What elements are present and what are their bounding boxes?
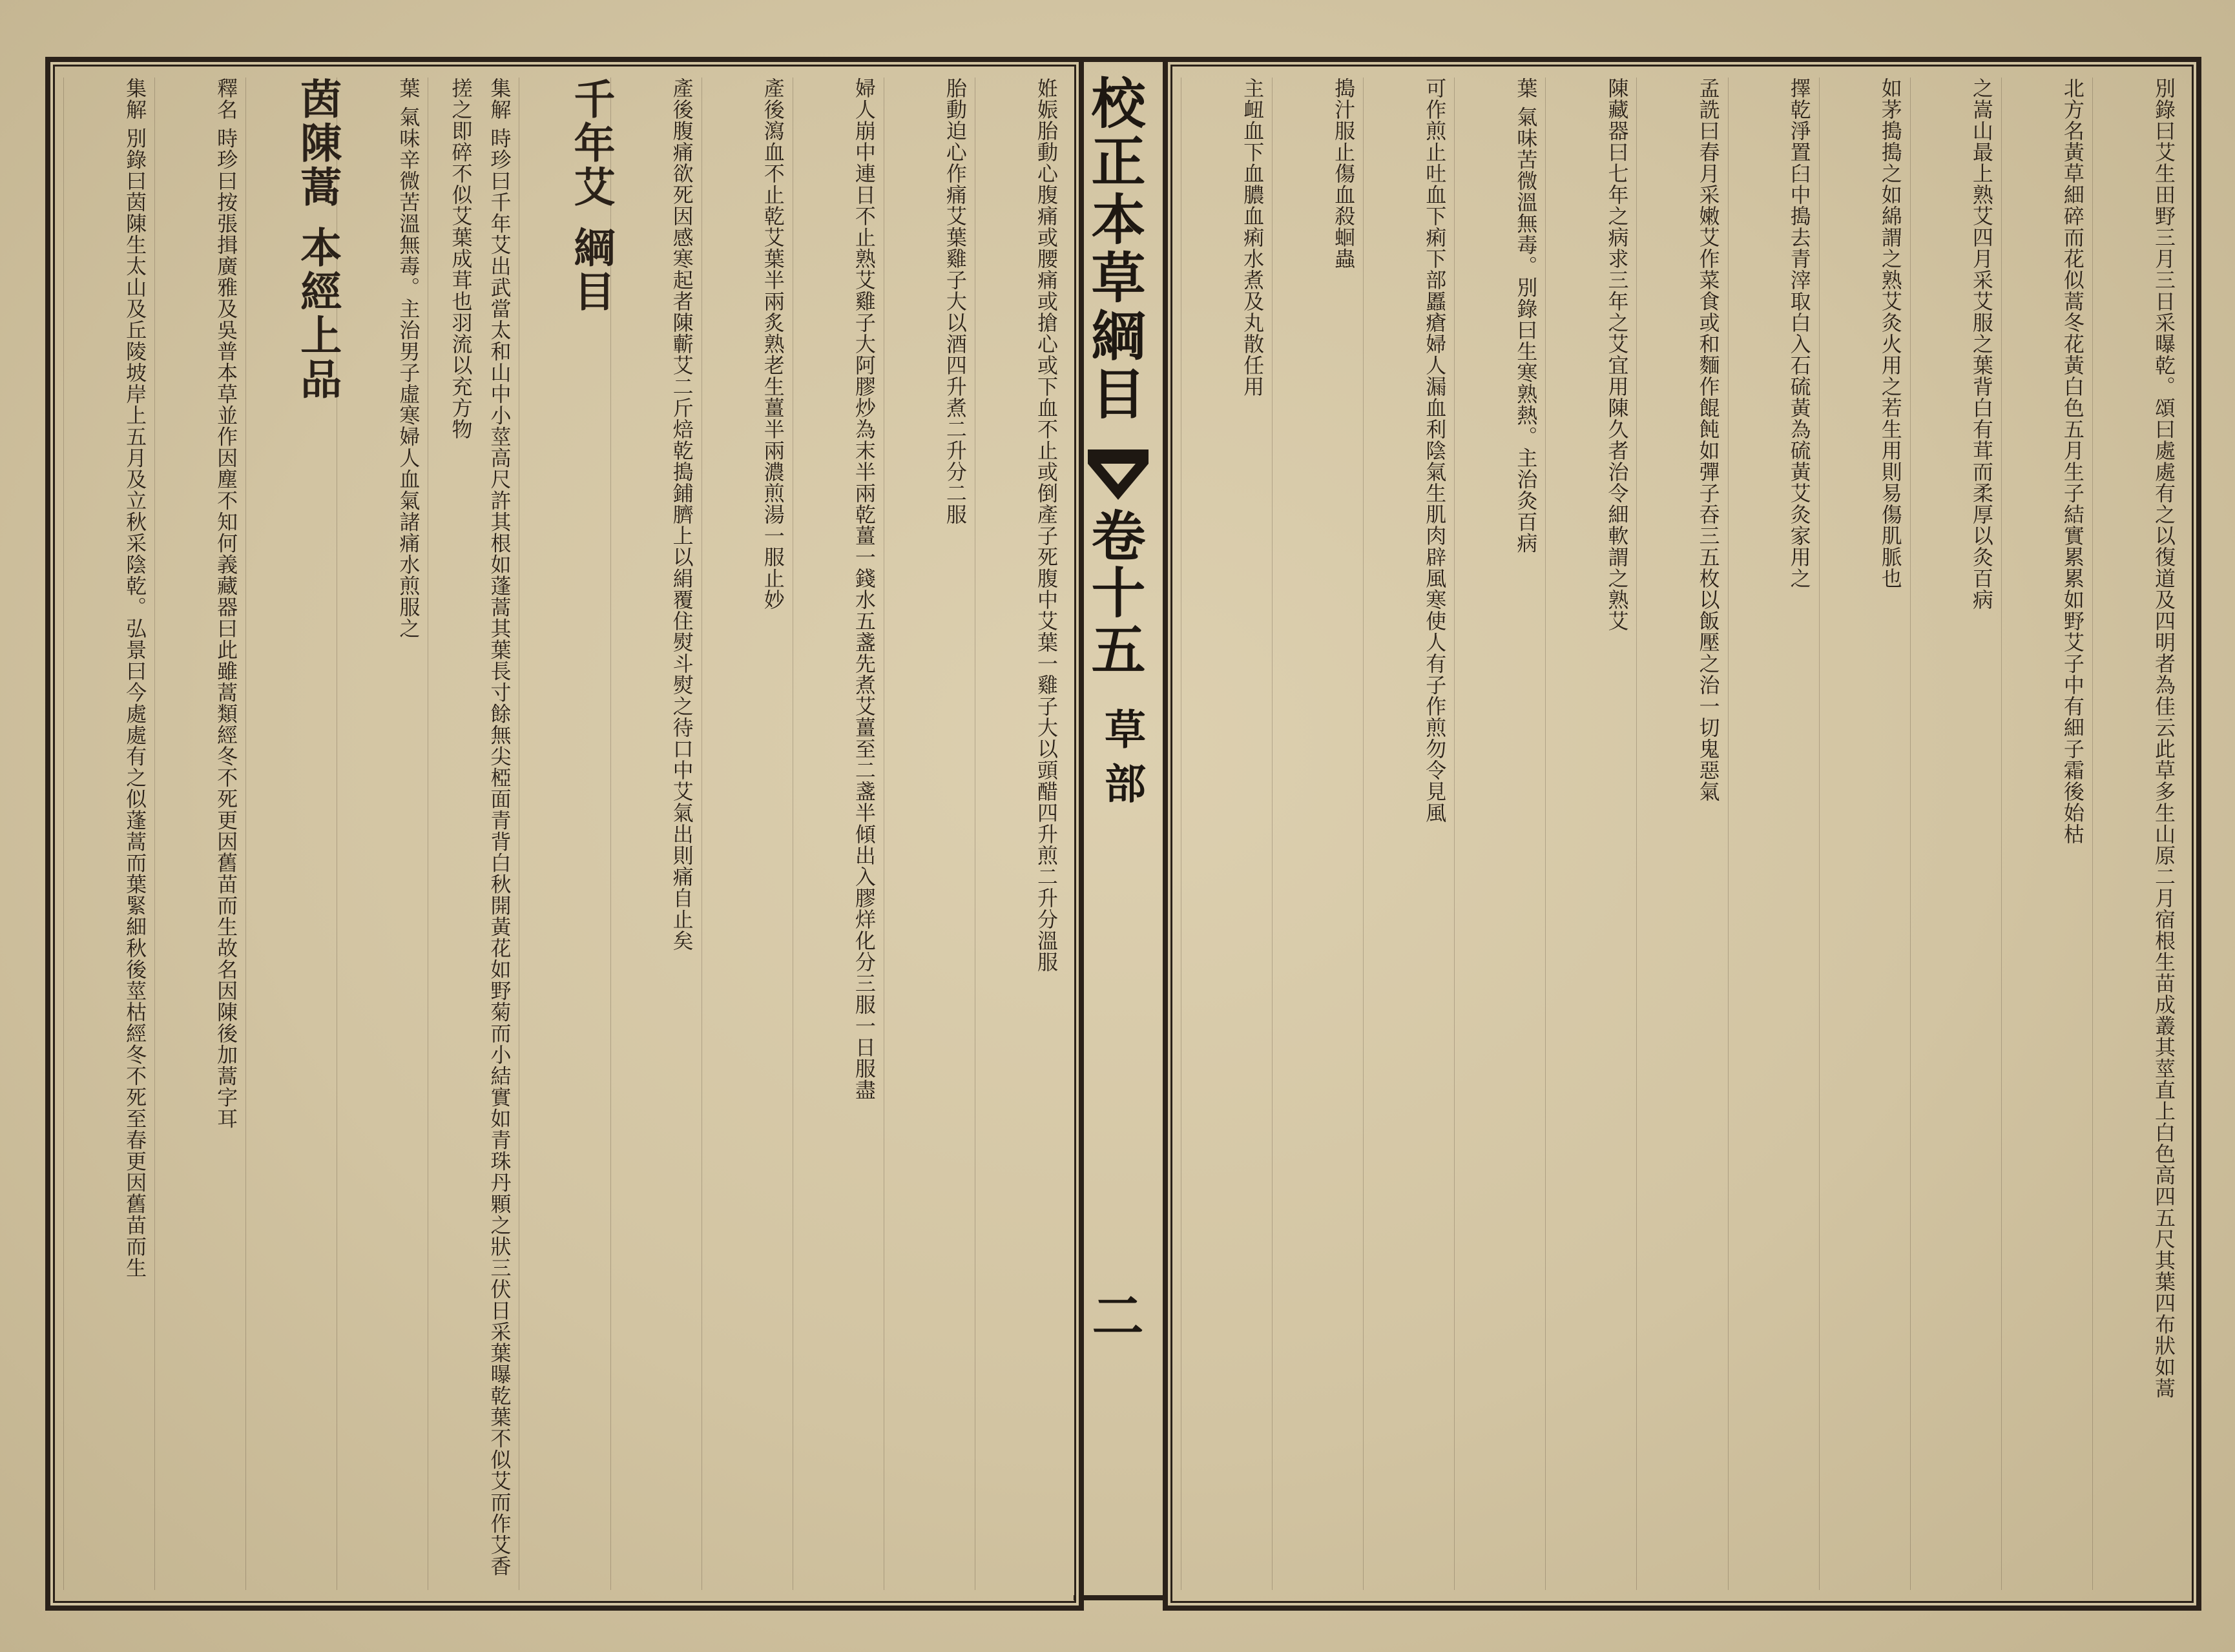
volume-label: 卷十五 (1083, 508, 1147, 678)
column-text: 如茅搗搗之如綿謂之熟艾灸火用之若生用則易傷肌脈也 (1878, 77, 1903, 589)
text-column (975, 77, 1066, 1590)
column-text: 擇乾淨置臼中搗去青滓取白入石硫黃為硫黃艾灸家用之 (1787, 77, 1812, 589)
text-column (2001, 77, 2092, 1590)
column-text: 北方名黃草細碎而花似蒿冬花黃白色五月生子結實累累如野艾子中有細子霜後始枯 (2060, 77, 2085, 845)
text-column (1272, 77, 1363, 1590)
text-column (610, 77, 702, 1590)
book-title: 校正本草綱目 (1083, 75, 1147, 424)
column-text: 孟詵曰春月采嫩艾作菜食或和麵作餛飩如彈子吞三五枚以飯壓之治一切鬼惡氣 (1696, 77, 1721, 802)
column-text: 姙娠胎動心腹痛或腰痛或搶心或下血不止或倒產子死腹中艾葉一雞子大以頭醋四升煎二升分溫服 (1034, 77, 1059, 973)
column-text: 陳藏器曰七年之病求三年之艾宜用陳久者治令細軟謂之熟艾 (1605, 77, 1630, 632)
column-text: 主衄血下血膿血痢水煮及丸散任用 (1240, 77, 1265, 397)
column-text: 搗汁服止傷血殺蛔蟲 (1331, 77, 1357, 269)
text-column (702, 77, 793, 1590)
text-column (1636, 77, 1727, 1590)
text-column (63, 77, 154, 1590)
right-page-columns (1181, 77, 2183, 1590)
right-page (1163, 57, 2201, 1611)
entry-heading: 千年艾 綱目 (567, 77, 616, 315)
column-text: 葉 氣味苦微溫無毒。別錄曰生寒熟熱。主治灸百病 (1513, 77, 1539, 554)
section-label: 草部 (1097, 708, 1146, 816)
center-spine (1074, 57, 1163, 1600)
column-text: 胎動迫心作痛艾葉雞子大以酒四升煮二升分二服 (942, 77, 968, 525)
left-page (45, 57, 1084, 1611)
column-text: 別錄曰艾生田野三月三日采曝乾。頌曰處處有之以復道及四明者為佳云此草多生山原二月宿根生苗成叢其莖直上白色高四五尺其葉四布狀如蒿 (2152, 77, 2176, 1399)
text-column (428, 77, 519, 1590)
column-text: 釋名 時珍曰按張揖廣雅及吳普本草並作因塵不知何義藏器曰此雖蒿類經冬不死更因舊苗而生故名因陳後加蒿字耳 (214, 77, 239, 1130)
text-column (1545, 77, 1636, 1590)
text-column (1819, 77, 1910, 1590)
text-column (793, 77, 884, 1590)
text-column (1454, 77, 1545, 1590)
text-column (1181, 77, 1272, 1590)
column-text: 可作煎止吐血下痢下部䘌瘡婦人漏血利陰氣生肌肉辟風寒使人有子作煎勿令見風 (1422, 77, 1448, 823)
column-text: 集解 時珍曰千年艾出武當太和山中小莖高尺許其根如蓬蒿其葉長寸餘無尖椏面青背白秋開黃花如野菊而小結實如青珠丹顆之狀三伏日采葉曝乾葉不似艾而作艾香搓之即碎不似艾葉成茸也羽流以充方物 (448, 77, 512, 1577)
text-column (337, 77, 428, 1590)
text-column (519, 77, 616, 1590)
text-column (1910, 77, 2001, 1590)
fish-tail-ornament-icon (1083, 443, 1154, 508)
column-text: 產後瀉血不止乾艾葉半兩炙熟老生薑半兩濃煎湯一服止妙 (760, 77, 785, 610)
page-number: 二 (1083, 1289, 1144, 1341)
text-column (245, 77, 342, 1590)
text-column (154, 77, 245, 1590)
column-text: 之嵩山最上熟艾四月采艾服之葉背白有茸而柔厚以灸百病 (1969, 77, 1994, 610)
text-column (2092, 77, 2183, 1590)
text-column (1363, 77, 1454, 1590)
column-text: 集解 別錄曰茵陳生太山及丘陵坡岸上五月及立秋采陰乾。弘景曰今處處有之似蓬蒿而葉緊細秋後莖枯經冬不死至春更因舊苗而生 (123, 77, 148, 1279)
left-page-columns (63, 77, 1066, 1590)
column-text: 產後腹痛欲死因感寒起者陳蘄艾二斤焙乾搗鋪臍上以絹覆住熨斗熨之待口中艾氣出則痛自止矣 (669, 77, 694, 951)
text-column (884, 77, 975, 1590)
text-column (1728, 77, 1819, 1590)
column-text: 婦人崩中連日不止熟艾雞子大阿膠炒為末半兩乾薑一錢水五盞先煮艾薑至二盞半傾出入膠烊化分三服一日服盡 (851, 77, 877, 1100)
entry-heading: 茵陳蒿 本經上品 (293, 77, 342, 402)
column-text: 葉 氣味辛微苦溫無毒。主治男子虛寒婦人血氣諸痛水煎服之 (396, 77, 421, 639)
